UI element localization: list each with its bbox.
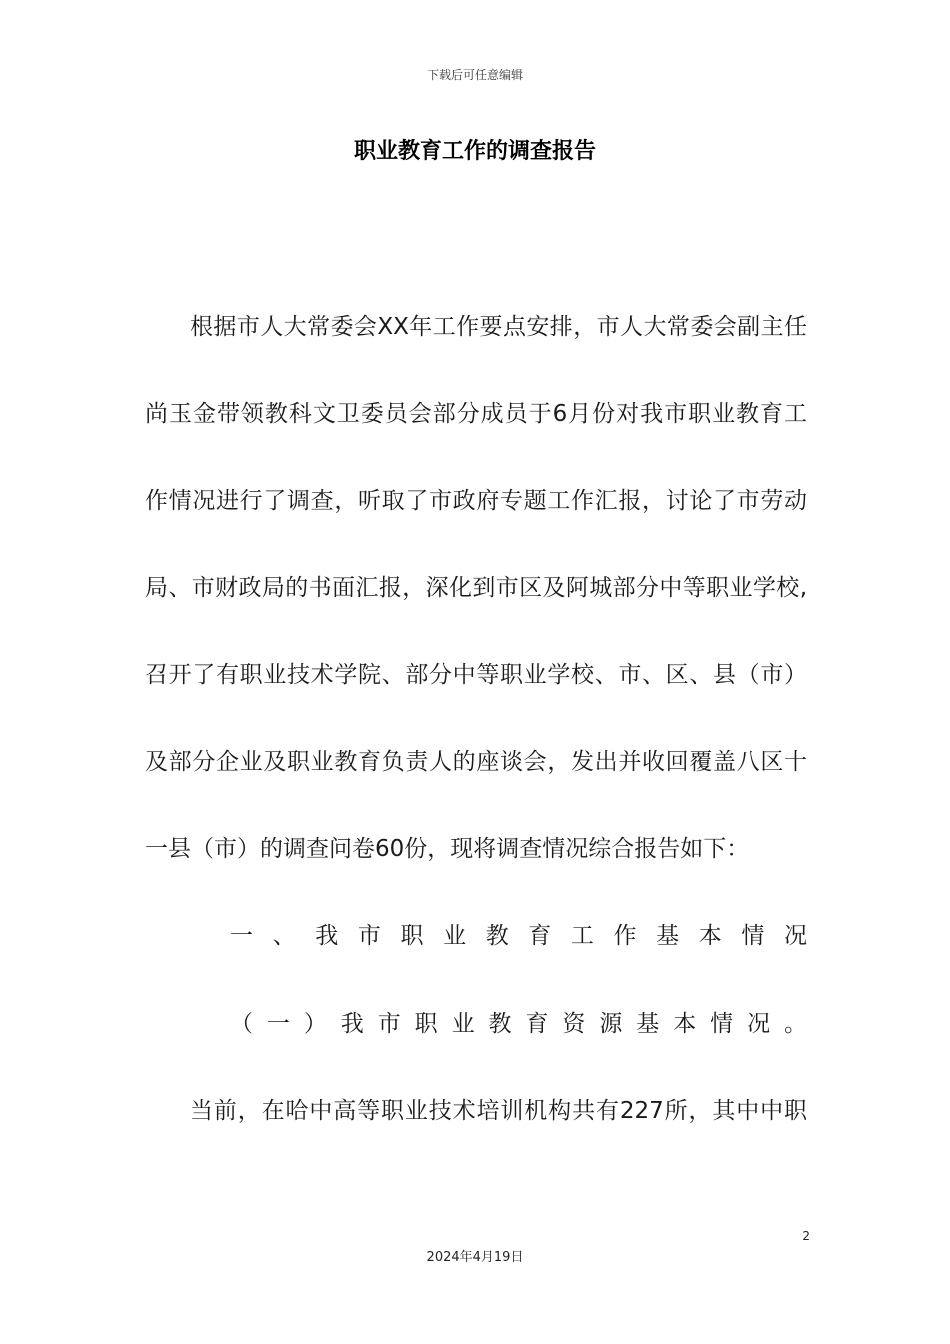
body-line-1: 根据市人大常委会XX年工作要点安排，市人大常委会副主任: [190, 314, 807, 340]
footer-date: 2024年4月19日: [426, 1250, 524, 1265]
body-line-5: 召开了有职业技术学院、部分中等职业学校、市、区、县（市）: [145, 662, 807, 688]
body-line-4: 局、市财政局的书面汇报，深化到市区及阿城部分中等职业学校,: [145, 575, 807, 601]
body-line-8: 当前，在哈中高等职业技术培训机构共有227所，其中中职: [190, 1098, 807, 1124]
header-note: 下载后可任意编辑: [426, 68, 523, 82]
section-heading-1: 一、我市职业教育工作基本情况: [230, 923, 807, 949]
body-line-7: 一县（市）的调查问卷60份，现将调查情况综合报告如下：: [145, 836, 750, 862]
page-title: 职业教育工作的调查报告: [353, 139, 596, 164]
subsection-heading-1: （一）我市职业教育资源基本情况。: [230, 1011, 807, 1037]
body-line-2: 尚玉金带领教科文卫委员会部分成员于6月份对我市职业教育工: [145, 401, 807, 427]
body-line-6: 及部分企业及职业教育负责人的座谈会，发出并收回覆盖八区十: [145, 749, 807, 775]
page-number: 2: [802, 1229, 810, 1243]
body-line-3: 作情况进行了调查，听取了市政府专题工作汇报，讨论了市劳动: [145, 488, 807, 514]
